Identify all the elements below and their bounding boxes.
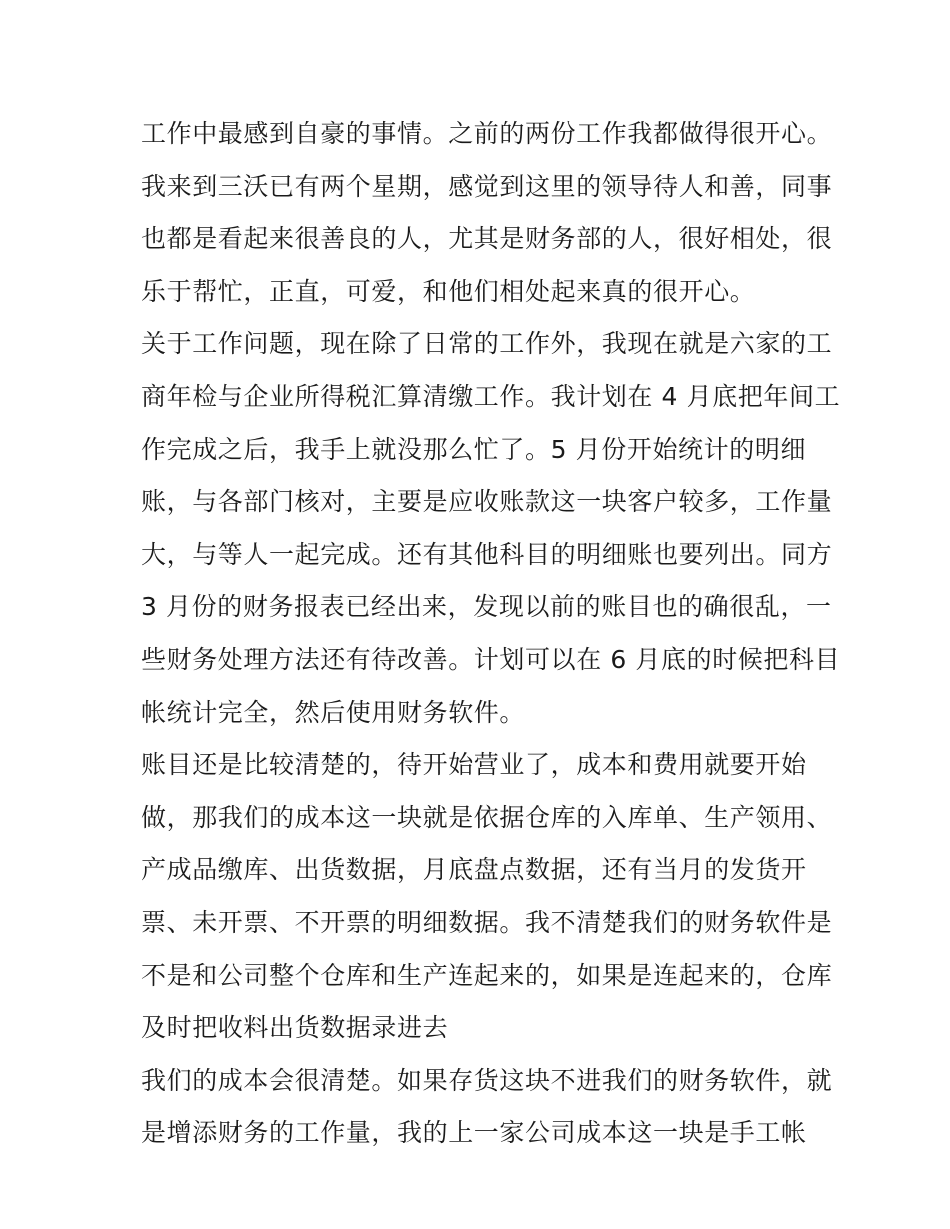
document-body <box>141 108 841 1160</box>
text-line: 票、未开票、不开票的明细数据。我不清楚我们的财务软件是 <box>141 907 833 937</box>
text-line: 大，与等人一起完成。还有其他科目的明细账也要列出。同方 <box>141 539 833 569</box>
text-line: 账目还是比较清楚的，待开始营业了，成本和费用就要开始 <box>141 750 807 780</box>
text-line: 及时把收料出货数据录进去 <box>141 1013 449 1043</box>
text-line: 也都是看起来很善良的人，尤其是财务部的人，很好相处，很 <box>141 224 833 254</box>
text-line: 我来到三沃已有两个星期，感觉到这里的领导待人和善，同事 <box>141 171 833 201</box>
text-line: 做，那我们的成本这一块就是依据仓库的入库单、生产领用、 <box>141 802 833 832</box>
text-line: 产成品缴库、出货数据，月底盘点数据，还有当月的发货开 <box>141 855 807 885</box>
text-line: 3 月份的财务报表已经出来，发现以前的账目也的确很乱，一 <box>141 592 832 622</box>
text-line: 是增添财务的工作量，我的上一家公司成本这一块是手工帐 <box>141 1118 807 1148</box>
text-line: 些财务处理方法还有待改善。计划可以在 6 月底的时候把科目 <box>141 644 841 674</box>
text-line: 不是和公司整个仓库和生产连起来的，如果是连起来的，仓库 <box>141 960 833 990</box>
text-line: 乐于帮忙，正直，可爱，和他们相处起来真的很开心。 <box>141 276 756 306</box>
text-line: 商年检与企业所得税汇算清缴工作。我计划在 4 月底把年间工 <box>141 381 841 411</box>
text-line: 账，与各部门核对，主要是应收账款这一块客户较多，工作量 <box>141 487 833 517</box>
text-line: 作完成之后，我手上就没那么忙了。5 月份开始统计的明细 <box>141 434 807 464</box>
text-line: 我们的成本会很清楚。如果存货这块不进我们的财务软件，就 <box>141 1065 833 1095</box>
text-line: 关于工作问题，现在除了日常的工作外，我现在就是六家的工 <box>141 329 833 359</box>
text-line: 帐统计完全，然后使用财务软件。 <box>141 697 526 727</box>
text-line: 工作中最感到自豪的事情。之前的两份工作我都做得很开心。 <box>141 119 833 148</box>
